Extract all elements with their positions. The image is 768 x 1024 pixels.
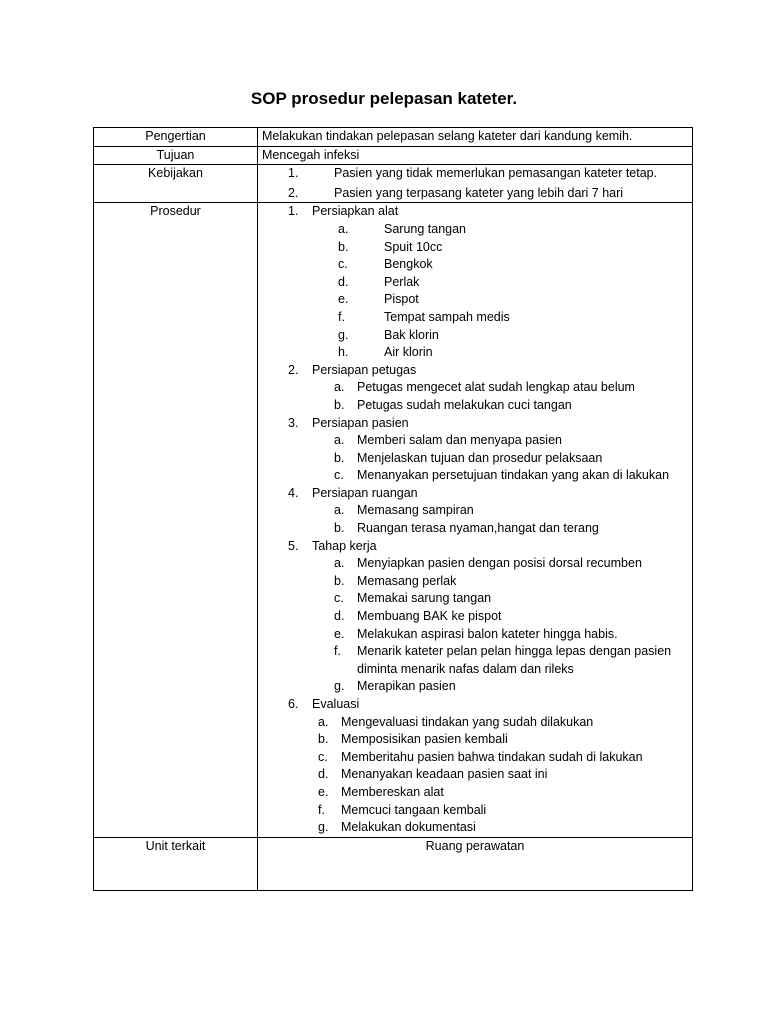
- prosedur-step-text: Memasang perlak: [357, 573, 457, 588]
- prosedur-step: [262, 327, 688, 345]
- prosedur-step-letter: g.: [334, 679, 345, 694]
- prosedur-step-text: Bak klorin: [384, 327, 439, 342]
- prosedur-step: [262, 590, 688, 608]
- prosedur-step: [262, 309, 688, 327]
- prosedur-step-letter: g.: [318, 820, 329, 835]
- prosedur-step-text: Menanyakan keadaan pasien saat ini: [341, 767, 548, 782]
- prosedur-step-letter: a.: [338, 221, 349, 236]
- prosedur-step-text: Menyiapkan pasien dengan posisi dorsal recumben: [357, 556, 642, 571]
- prosedur-step-text: Membuang BAK ke pispot: [357, 609, 502, 624]
- prosedur-step-letter: b.: [334, 397, 345, 412]
- prosedur-step: [262, 344, 688, 362]
- prosedur-step-letter: c.: [334, 591, 344, 606]
- prosedur-step: [262, 819, 688, 837]
- prosedur-step: [262, 802, 688, 820]
- label-kebijakan: Kebijakan: [94, 165, 258, 203]
- prosedur-step-letter: b.: [318, 732, 329, 747]
- prosedur-section: [262, 362, 688, 380]
- prosedur-step: [262, 714, 688, 732]
- prosedur-step-text: Memcuci tangaan kembali: [341, 802, 487, 817]
- prosedur-step-letter: a.: [334, 433, 345, 448]
- prosedur-section: [262, 696, 688, 714]
- prosedur-step: [262, 784, 688, 802]
- row-pengertian: [94, 128, 693, 147]
- prosedur-step-text: Petugas mengecet alat sudah lengkap atau belum: [357, 380, 635, 395]
- row-prosedur: [94, 203, 693, 837]
- prosedur-step: [262, 274, 688, 292]
- prosedur-step-text: Perlak: [384, 274, 420, 289]
- prosedur-step-text: Menjelaskan tujuan dan prosedur pelaksaan: [357, 450, 603, 465]
- prosedur-step: [262, 573, 688, 591]
- prosedur-step-letter: a.: [334, 556, 345, 571]
- prosedur-step-text: Memposisikan pasien kembali: [341, 732, 508, 747]
- prosedur-step-letter: a.: [334, 503, 345, 518]
- prosedur-section-number: 5.: [288, 538, 299, 553]
- prosedur-section: [262, 538, 688, 556]
- kebijakan-item: [262, 185, 688, 203]
- prosedur-step: [262, 520, 688, 538]
- prosedur-step-text: Pispot: [384, 292, 419, 307]
- prosedur-step: [262, 256, 688, 274]
- prosedur-step-letter: e.: [338, 292, 349, 307]
- prosedur-step-text: Sarung tangan: [384, 221, 467, 236]
- kebijakan-item: [262, 165, 688, 183]
- prosedur-section-title: Persiapan pasien: [312, 415, 409, 430]
- row-kebijakan: [94, 165, 693, 203]
- prosedur-step-letter: f.: [334, 644, 341, 659]
- prosedur-step-letter: d.: [338, 274, 349, 289]
- value-unit-terkait: Ruang perawatan: [258, 837, 693, 890]
- row-tujuan: [94, 146, 693, 165]
- prosedur-step: [262, 643, 688, 678]
- label-unit-terkait: Unit terkait: [94, 837, 258, 890]
- prosedur-step-text: Melakukan dokumentasi: [341, 820, 476, 835]
- prosedur-step-text: Memasang sampiran: [357, 503, 474, 518]
- prosedur-section-title: Persiapan ruangan: [312, 485, 418, 500]
- kebijakan-item-number: 1.: [288, 166, 299, 181]
- prosedur-section: [262, 485, 688, 503]
- value-kebijakan: [258, 165, 693, 203]
- prosedur-section-number: 1.: [288, 204, 299, 219]
- prosedur-step-text: Spuit 10cc: [384, 239, 443, 254]
- kebijakan-item-text: Pasien yang tidak memerlukan pemasangan kateter tetap.: [334, 166, 658, 181]
- prosedur-step-text: Mengevaluasi tindakan yang sudah dilakukan: [341, 714, 594, 729]
- prosedur-step: [262, 379, 688, 397]
- value-pengertian: Melakukan tindakan pelepasan selang kateter dari kandung kemih.: [258, 128, 693, 147]
- prosedur-step-text: Memberi salam dan menyapa pasien: [357, 433, 562, 448]
- prosedur-step-text: Membereskan alat: [341, 784, 444, 799]
- prosedur-step-text: Tempat sampah medis: [384, 309, 510, 324]
- prosedur-step-letter: c.: [338, 257, 348, 272]
- prosedur-step-letter: c.: [334, 468, 344, 483]
- prosedur-step-text: Melakukan aspirasi balon kateter hingga habis.: [357, 626, 618, 641]
- prosedur-step-letter: h.: [338, 345, 349, 360]
- prosedur-step-letter: a.: [334, 380, 345, 395]
- prosedur-section-number: 2.: [288, 362, 299, 377]
- prosedur-section-title: Evaluasi: [312, 697, 360, 711]
- kebijakan-item-text: Pasien yang terpasang kateter yang lebih dari 7 hari: [334, 185, 624, 200]
- label-prosedur: Prosedur: [94, 203, 258, 837]
- prosedur-step-letter: f.: [338, 309, 345, 324]
- prosedur-step: [262, 397, 688, 415]
- prosedur-step-text: Menanyakan persetujuan tindakan yang akan di lakukan: [357, 468, 670, 483]
- prosedur-step-letter: d.: [318, 767, 329, 782]
- prosedur-step: [262, 291, 688, 309]
- prosedur-step-text: Menarik kateter pelan pelan hingga lepas dengan pasien diminta menarik nafas dalam dan rileks: [357, 644, 672, 676]
- prosedur-step-letter: a.: [318, 714, 329, 729]
- label-tujuan: Tujuan: [94, 146, 258, 165]
- prosedur-step-text: Memakai sarung tangan: [357, 591, 492, 606]
- prosedur-step: [262, 749, 688, 767]
- prosedur-step: [262, 221, 688, 239]
- prosedur-step: [262, 450, 688, 468]
- prosedur-step-letter: b.: [334, 573, 345, 588]
- prosedur-step: [262, 502, 688, 520]
- prosedur-step: [262, 678, 688, 696]
- value-tujuan: Mencegah infeksi: [258, 146, 693, 165]
- prosedur-step: [262, 626, 688, 644]
- prosedur-section-title: Tahap kerja: [312, 538, 377, 553]
- prosedur-section: [262, 203, 688, 221]
- label-pengertian: Pengertian: [94, 128, 258, 147]
- prosedur-step-text: Ruangan terasa nyaman,hangat dan terang: [357, 521, 599, 536]
- value-prosedur: [258, 203, 693, 837]
- prosedur-step-letter: c.: [318, 749, 328, 764]
- prosedur-section-number: 4.: [288, 485, 299, 500]
- prosedur-step-letter: b.: [338, 239, 349, 254]
- prosedur-step-text: Memberitahu pasien bahwa tindakan sudah di lakukan: [341, 749, 643, 764]
- prosedur-step-letter: e.: [334, 626, 345, 641]
- prosedur-step-text: Petugas sudah melakukan cuci tangan: [357, 397, 572, 412]
- row-unit-terkait: [94, 837, 693, 890]
- prosedur-step: [262, 432, 688, 450]
- prosedur-section-number: 6.: [288, 697, 299, 711]
- prosedur-step-letter: g.: [338, 327, 349, 342]
- prosedur-step-text: Bengkok: [384, 257, 433, 272]
- prosedur-step: [262, 608, 688, 626]
- prosedur-section-title: Persiapan petugas: [312, 362, 417, 377]
- prosedur-step: [262, 766, 688, 784]
- prosedur-section-title: Persiapkan alat: [312, 204, 399, 219]
- page-title: SOP prosedur pelepasan kateter.: [250, 89, 518, 108]
- prosedur-step-text: Air klorin: [384, 345, 433, 360]
- prosedur-step-letter: b.: [334, 521, 345, 536]
- kebijakan-item-number: 2.: [288, 185, 299, 200]
- prosedur-step: [262, 731, 688, 749]
- prosedur-section: [262, 415, 688, 433]
- prosedur-step: [262, 555, 688, 573]
- prosedur-step: [262, 467, 688, 485]
- sop-table: [93, 127, 693, 891]
- prosedur-step-letter: e.: [318, 784, 329, 799]
- prosedur-step-letter: b.: [334, 450, 345, 465]
- prosedur-step: [262, 239, 688, 257]
- prosedur-step-text: Merapikan pasien: [357, 679, 456, 694]
- prosedur-step-letter: f.: [318, 802, 325, 817]
- prosedur-step-letter: d.: [334, 609, 345, 624]
- prosedur-section-number: 3.: [288, 415, 299, 430]
